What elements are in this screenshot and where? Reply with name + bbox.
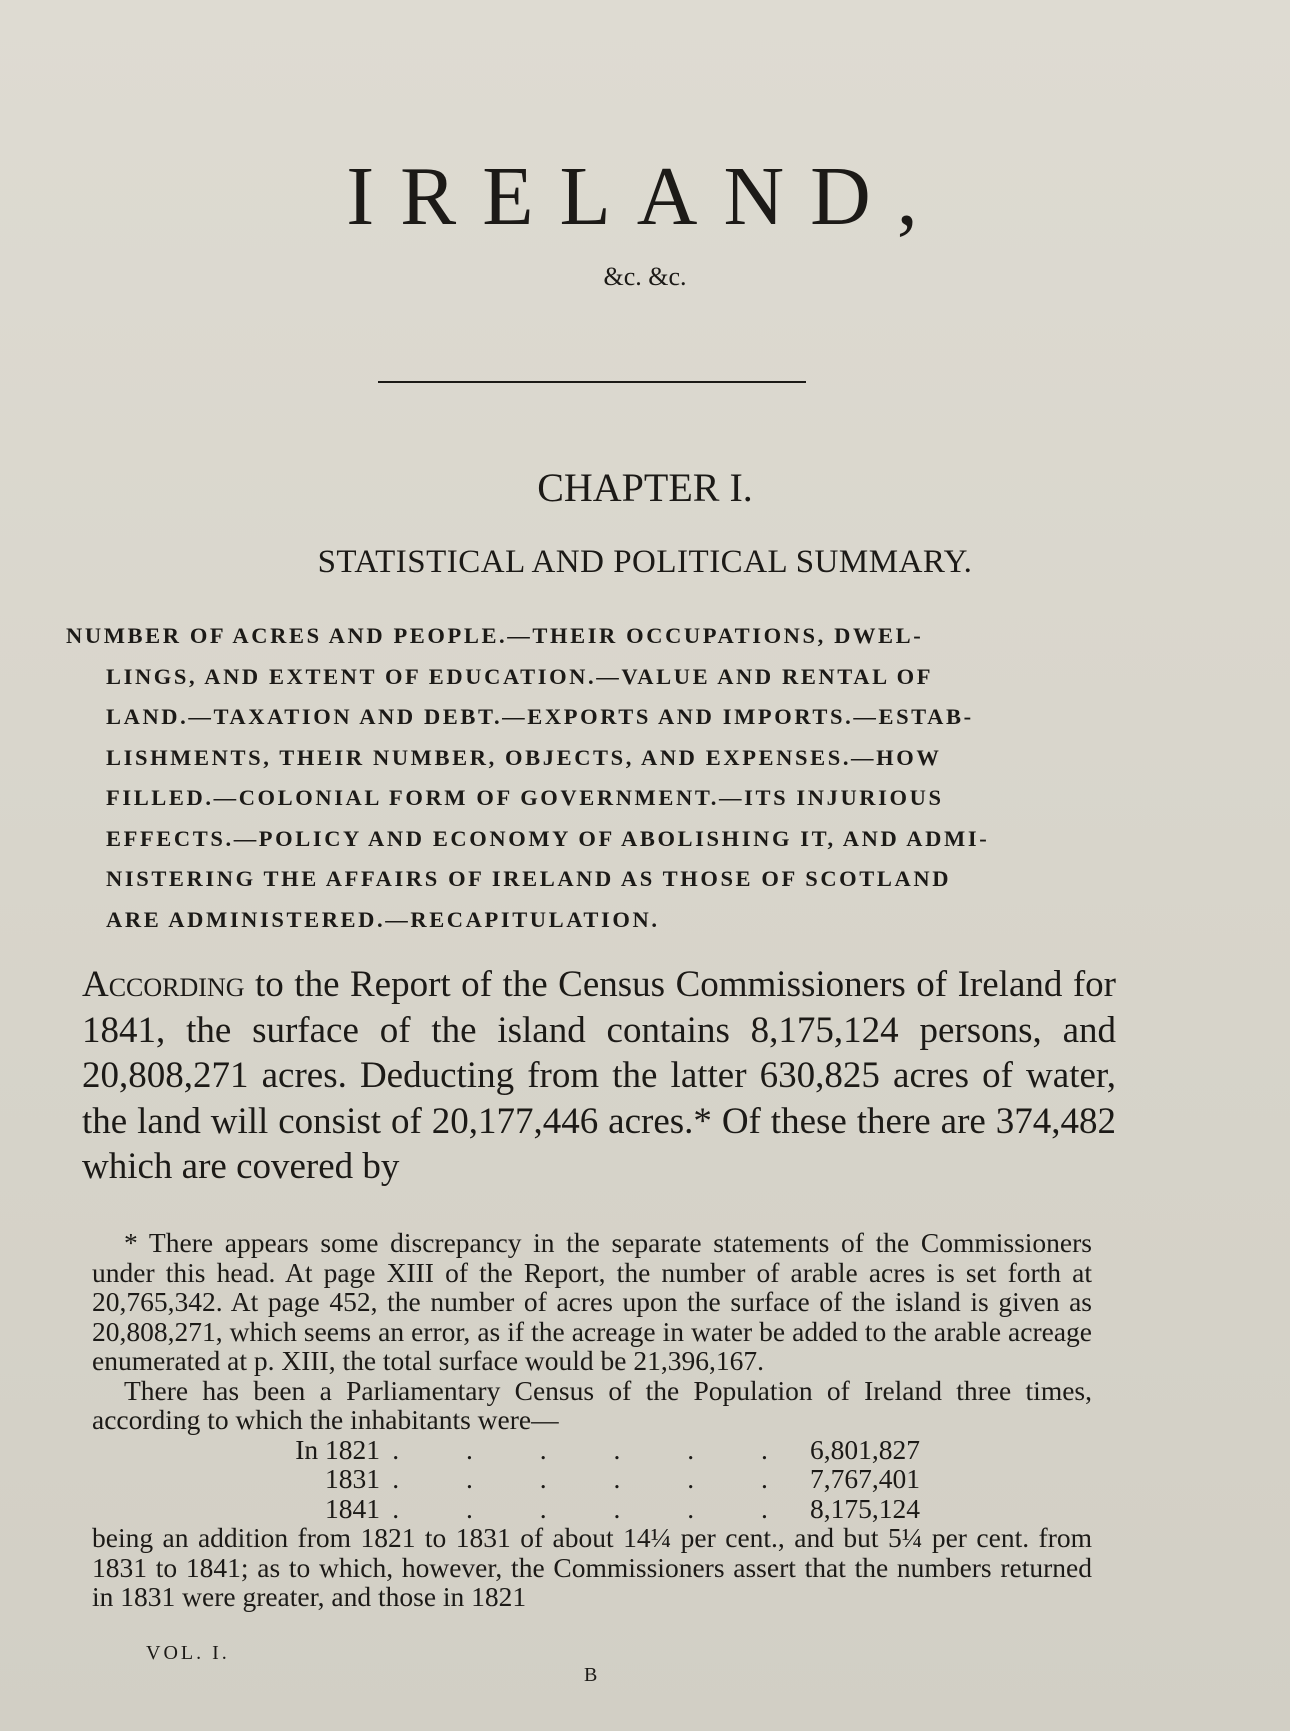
census-value: 7,767,401 [810, 1463, 920, 1494]
footnote-para-2: There has been a Parliamentary Census of the Population of Ireland three times, according to which the inhabitants were— [92, 1374, 1092, 1435]
contents-line: EFFECTS.—POLICY AND ECONOMY OF ABOLISHING IT, AND ADMI- [106, 825, 990, 851]
census-row [280, 1464, 980, 1494]
footnote-para-3: being an addition from 1821 to 1831 of about 14¼ per cent., and but 5¼ per cent. from 1831 to 1841; as to which, however, the Commissioners assert that the numbers returned in 1831 were greater, and those in 1821 [92, 1522, 1092, 1612]
chapter-contents [66, 616, 1134, 940]
chapter-heading: CHAPTER I. [537, 465, 753, 510]
title-rule [378, 381, 806, 383]
lead-word: According [82, 964, 245, 1005]
census-value: 6,801,827 [810, 1433, 920, 1465]
census-value: 8,175,124 [810, 1492, 920, 1524]
census-table [280, 1435, 980, 1524]
census-row [280, 1494, 980, 1524]
signature-mark: B [584, 1664, 598, 1686]
contents-line: ARE ADMINISTERED.—RECAPITULATION. [106, 906, 660, 932]
contents-line: LISHMENTS, THEIR NUMBER, OBJECTS, AND EXPENSES.—HOW [106, 744, 942, 770]
chapter-title: STATISTICAL AND POLITICAL SUMMARY. [317, 544, 973, 580]
body-text: to the Report of the Census Commissioners of Ireland for 1841, the surface of the island contains 8,175,124 persons, and 20,808,271 acres. Deducting from the latter 630,825 acres of water, the land will consist of 20,177,446 acres.* Of these there are 374,482 which are covered by [82, 964, 1117, 1187]
contents-line: LAND.—TAXATION AND DEBT.—EXPORTS AND IMPORTS.—ESTAB- [106, 704, 974, 729]
body-paragraph [82, 962, 1116, 1190]
census-leader: . . . . . . [392, 1463, 798, 1494]
footnote-para-1: * There appears some discrepancy in the separate statements of the Commissioners under this head. At page XIII of the Report, the number of arable acres is set forth at 20,765,342. At page 452, the number of acres upon the surface of the island is given as 20,808,271, which seems an error, as if the acreage in water be added to the arable acreage enumerated at p. XIII, the total surface would be 21,396,167. [92, 1227, 1092, 1376]
census-row [280, 1435, 980, 1465]
contents-line: NISTERING THE AFFAIRS OF IRELAND AS THOSE OF SCOTLAND [106, 866, 952, 891]
census-year: 1831 [325, 1463, 380, 1494]
title-etc: &c. &c. [603, 262, 687, 291]
census-leader: . . . . . . [392, 1492, 798, 1524]
census-leader: . . . . . . [392, 1433, 798, 1465]
contents-line: NUMBER OF ACRES AND PEOPLE.—THEIR OCCUPATIONS, DWEL- [66, 623, 924, 648]
footnote [92, 1228, 1092, 1612]
census-year: In 1821 [295, 1433, 380, 1465]
contents-line: FILLED.—COLONIAL FORM OF GOVERNMENT.—ITS INJURIOUS [106, 785, 944, 810]
contents-line: LINGS, AND EXTENT OF EDUCATION.—VALUE AND RENTAL OF [106, 663, 934, 689]
volume-mark: VOL. I. [146, 1642, 230, 1664]
census-year: 1841 [325, 1492, 380, 1524]
page-title: IRELAND, [346, 150, 944, 243]
